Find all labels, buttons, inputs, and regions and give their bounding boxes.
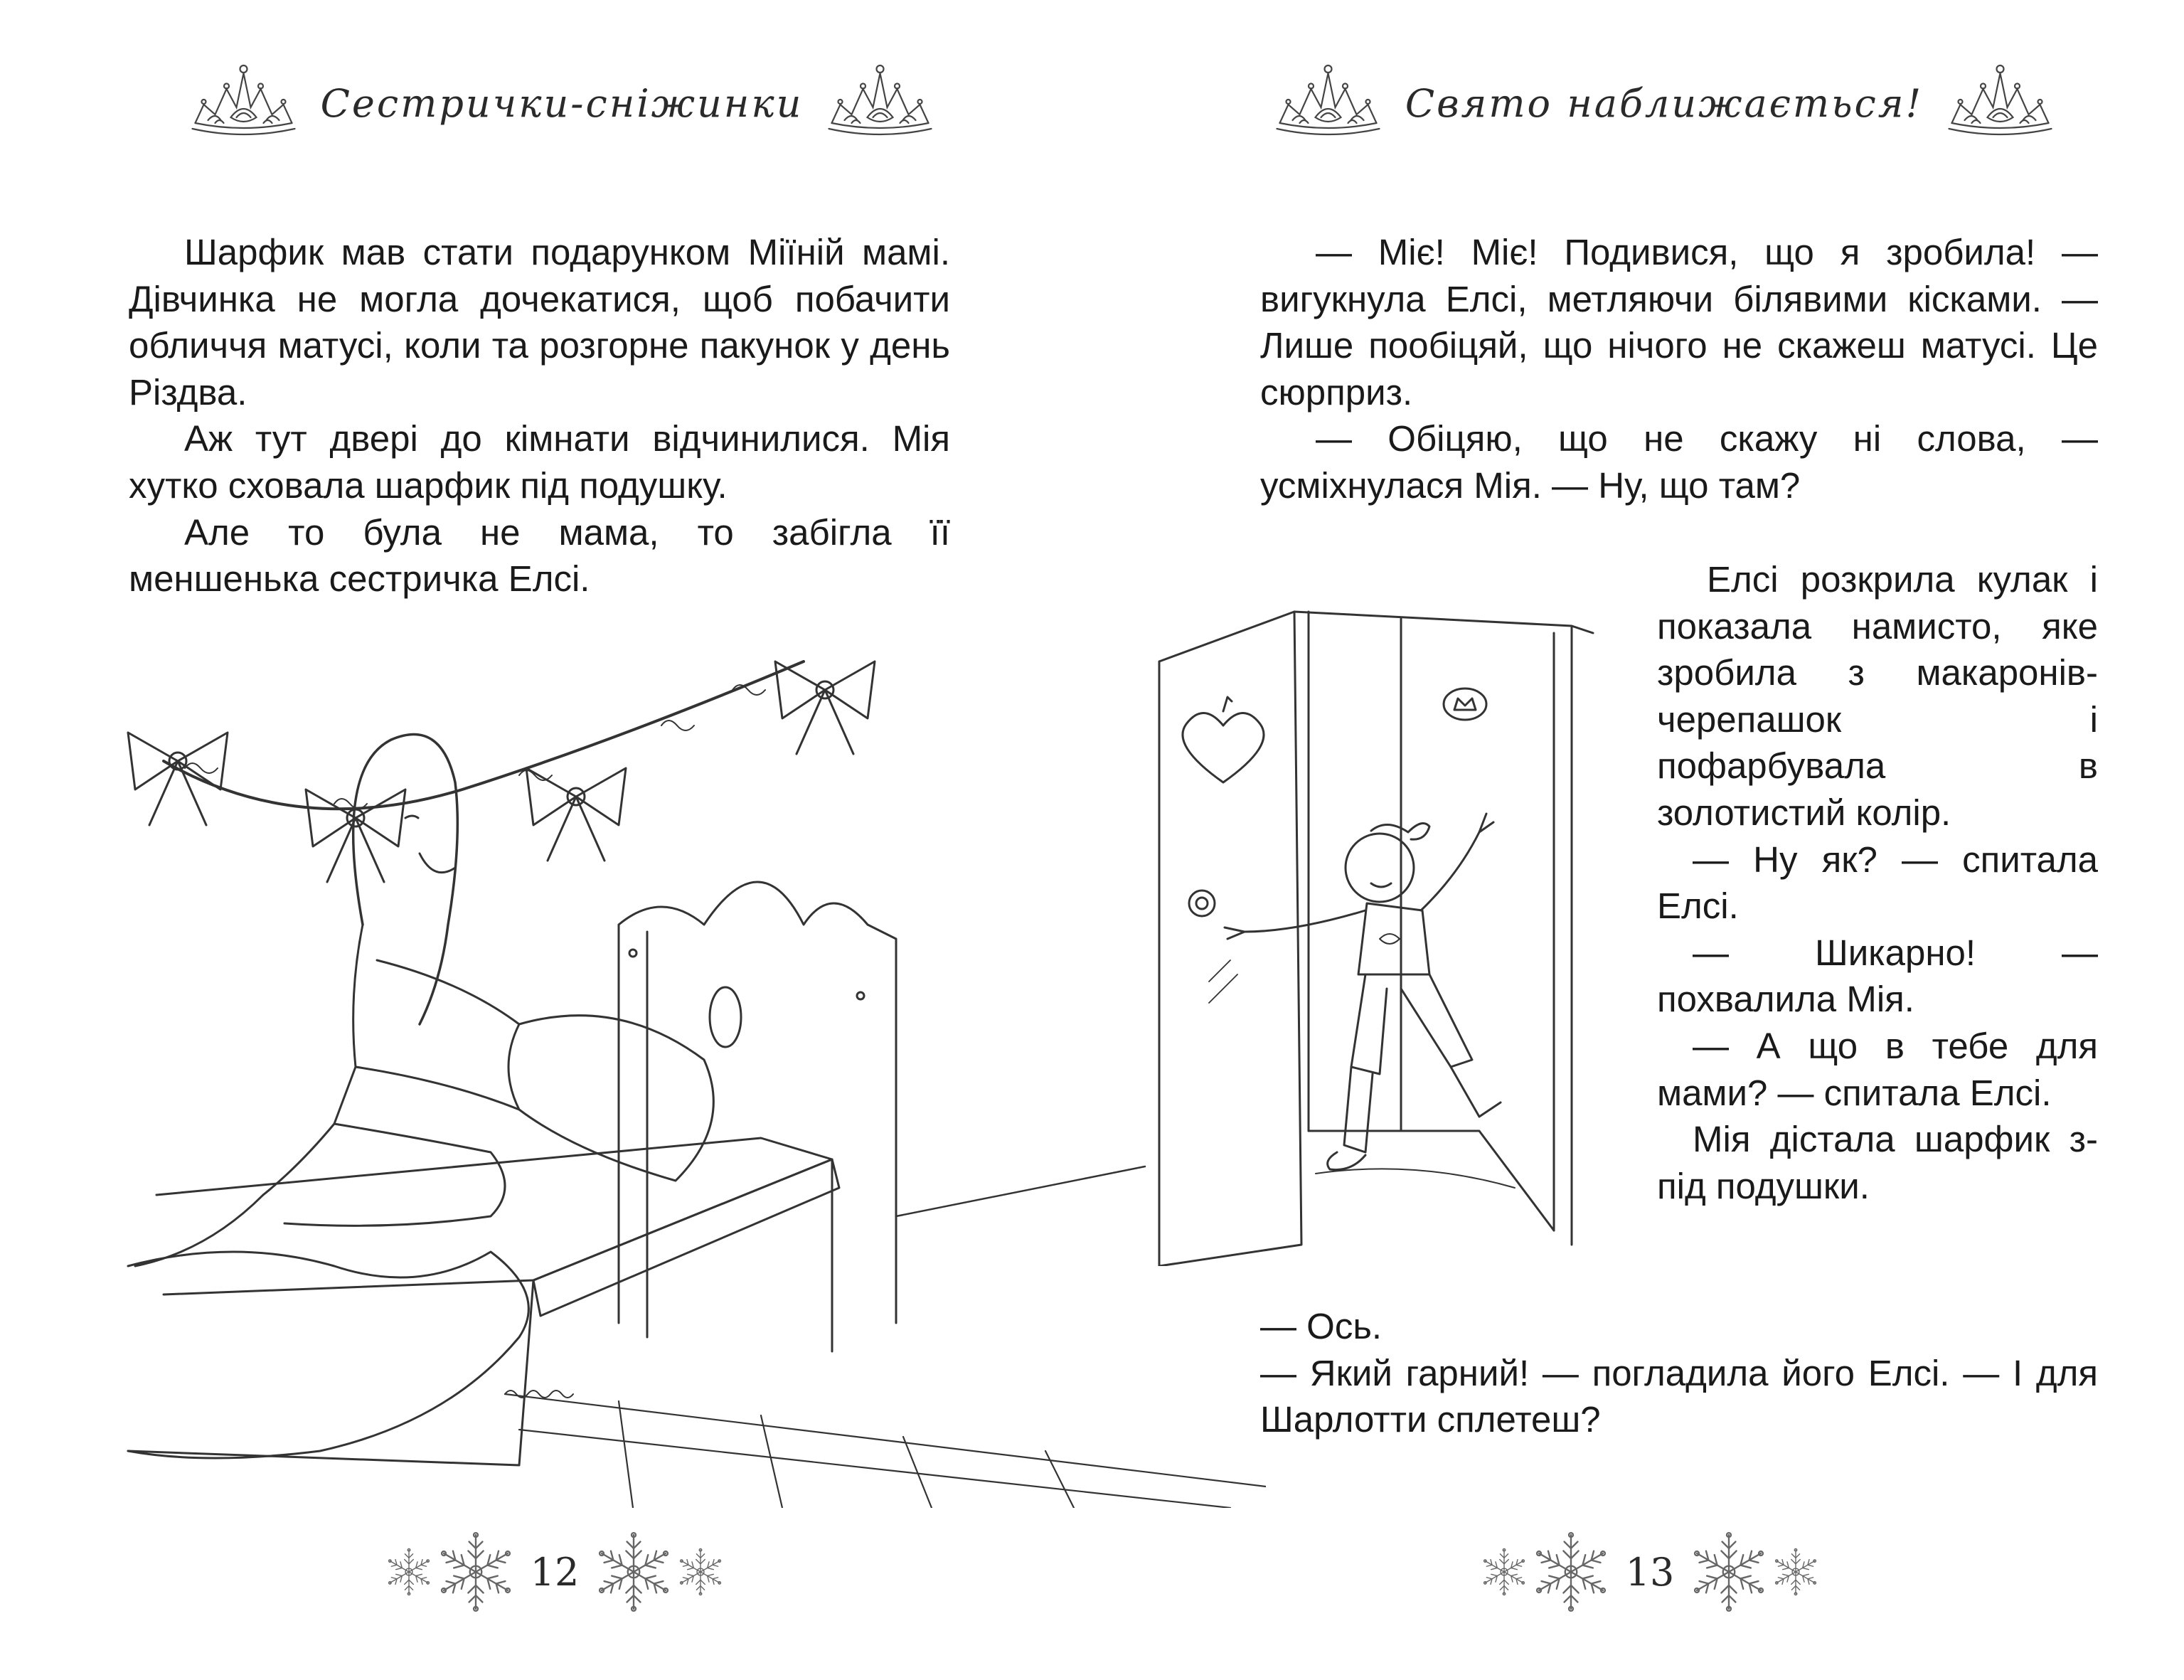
right-page-text-top: [1260, 229, 2098, 509]
bedroom-illustration: [121, 626, 1266, 1508]
paragraph: — А що в тебе для мами? — спитала Елсі.: [1657, 1025, 2098, 1113]
paragraph: Мія дістала шарфик з-під подушки.: [1657, 1119, 2098, 1206]
paragraph: — Обіцяю, що не скажу ні слова, — усміхнулася Мія. — Ну, що там?: [1260, 418, 2098, 506]
page-number: 13: [1625, 1549, 1675, 1595]
bow: [775, 661, 875, 754]
paragraph: — Ну як? — спитала Елсі.: [1657, 839, 2098, 927]
paragraph: — Шикарно! — похвалила Мія.: [1657, 932, 2098, 1020]
right-page-text-bottom: [1260, 1303, 2098, 1443]
paragraph: — Який гарний! — погладила його Елсі. — І для Шарлотти сплетеш?: [1260, 1352, 2098, 1440]
running-title: Свято наближається!: [1405, 80, 1924, 126]
paragraph: Але то була не мама, то забігла її меншенька сестричка Елсі.: [129, 511, 950, 600]
paragraph: — Ось.: [1260, 1306, 1383, 1346]
paragraph: Елсі розкрила кулак і показала намисто, яке зробила з макаронів-черепашок і пофарбувала в золотистий колір.: [1657, 559, 2098, 833]
page-number: 12: [530, 1549, 580, 1595]
door-illustration: [1145, 605, 1657, 1266]
bow: [128, 733, 228, 825]
running-title: Сестрички-сніжинки: [320, 80, 804, 126]
paragraph: Шарфик мав стати подарунком Міїній мамі. Дівчинка не могла дочекатися, щоб побачити обличчя матусі, коли та розгорне пакунок у день Різдва.: [129, 232, 950, 413]
bow: [526, 768, 626, 861]
paragraph: — Міє! Міє! Подивися, що я зробила! — вигукнула Елсі, метляючи білявими кісками. — Лише пообіцяй, що нічого не скажеш матусі. Це сюрприз.: [1260, 232, 2098, 413]
paragraph: Аж тут двері до кімнати відчинилися. Мія хутко сховала шарфик під подушку.: [129, 418, 950, 506]
right-page-text-side: [1657, 556, 2098, 1209]
